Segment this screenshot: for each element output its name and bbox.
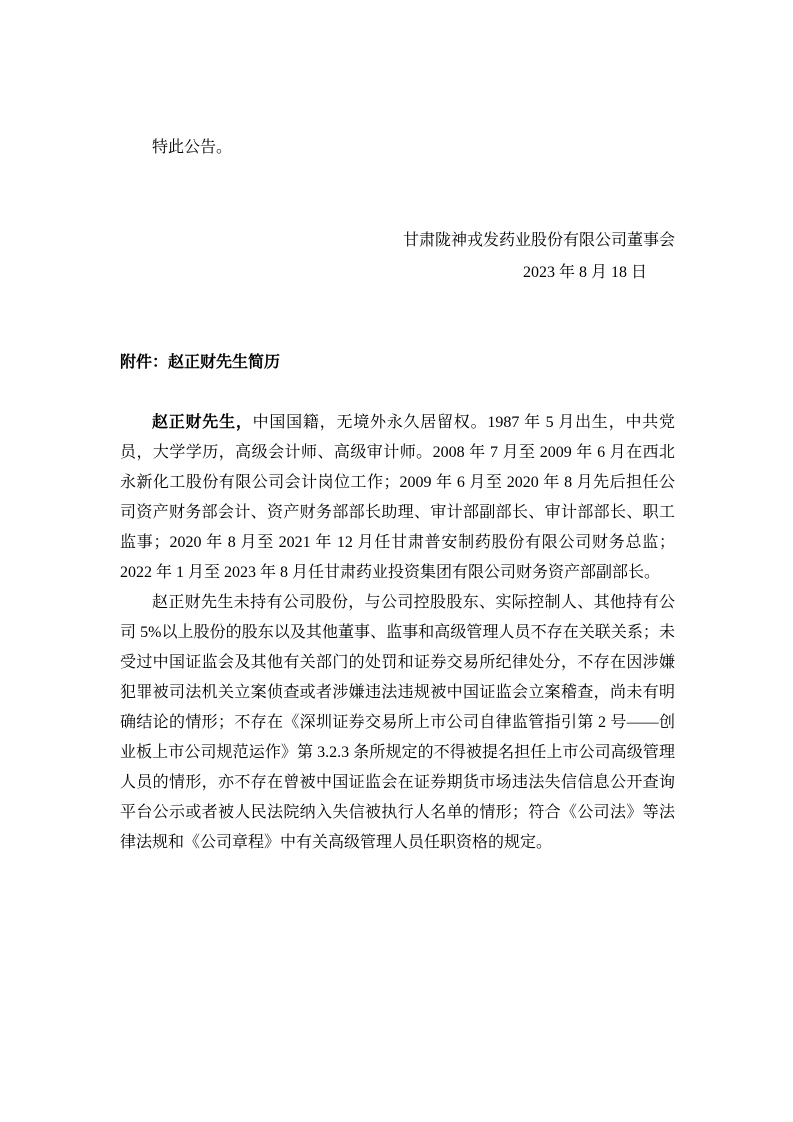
bio-paragraph (120, 408, 675, 588)
bio-name-bold: 赵正财先生， (152, 414, 253, 431)
board-signature: 甘肃陇神戎发药业股份有限公司董事会 (402, 232, 675, 249)
attachment-heading: 附件：赵正财先生简历 (120, 354, 281, 371)
announcement-date: 2023 年 8 月 18 日 (522, 264, 647, 281)
compliance-paragraph: 赵正财先生未持有公司股份，与公司控股股东、实际控制人、其他持有公司 5%以上股份的股东以及其他董事、监事和高级管理人员不存在关联关系；未受过中国证监会及其他有关部门的处罚和证券交易所纪律处分，不存在因涉嫌犯罪被司法机关立案侦查或者涉嫌违法违规被中国证监会立案稽查，尚未有明确结论的情形；不存在《深圳证券交易所上市公司自律监管指引第 2 号——创业板上市公司规范运作》第 3.2.3 条所规定的不得被提名担任上市公司高级管理人员的情形，亦不存在曾被中国证监会在证券期货市场违法失信信息公开查询平台公示或者被人民法院纳入失信被执行人名单的情形；符合《公司法》等法律法规和《公司章程》中有关高级管理人员任职资格的规定。 (120, 594, 675, 851)
closing-statement: 特此公告。 (152, 139, 233, 156)
bio-body-text: 中国国籍，无境外永久居留权。1987 年 5 月出生，中共党员，大学学历，高级会计师、高级审计师。2008 年 7 月至 2009 年 6 月在西北永新化工股份有限公司会计岗位工作；2009 年 6 月至 2020 年 8 月先后担任公司资产财务部会计、资产财务部部长助理、审计部副部长、审计部部长、职工监事；2020 年 8 月至 2021 年 12 月任甘肃普安制药股份有限公司财务总监；2022 年 1 月至 2023 年 8 月任甘肃药业投资集团有限公司财务资产部副部长。 (120, 414, 675, 581)
